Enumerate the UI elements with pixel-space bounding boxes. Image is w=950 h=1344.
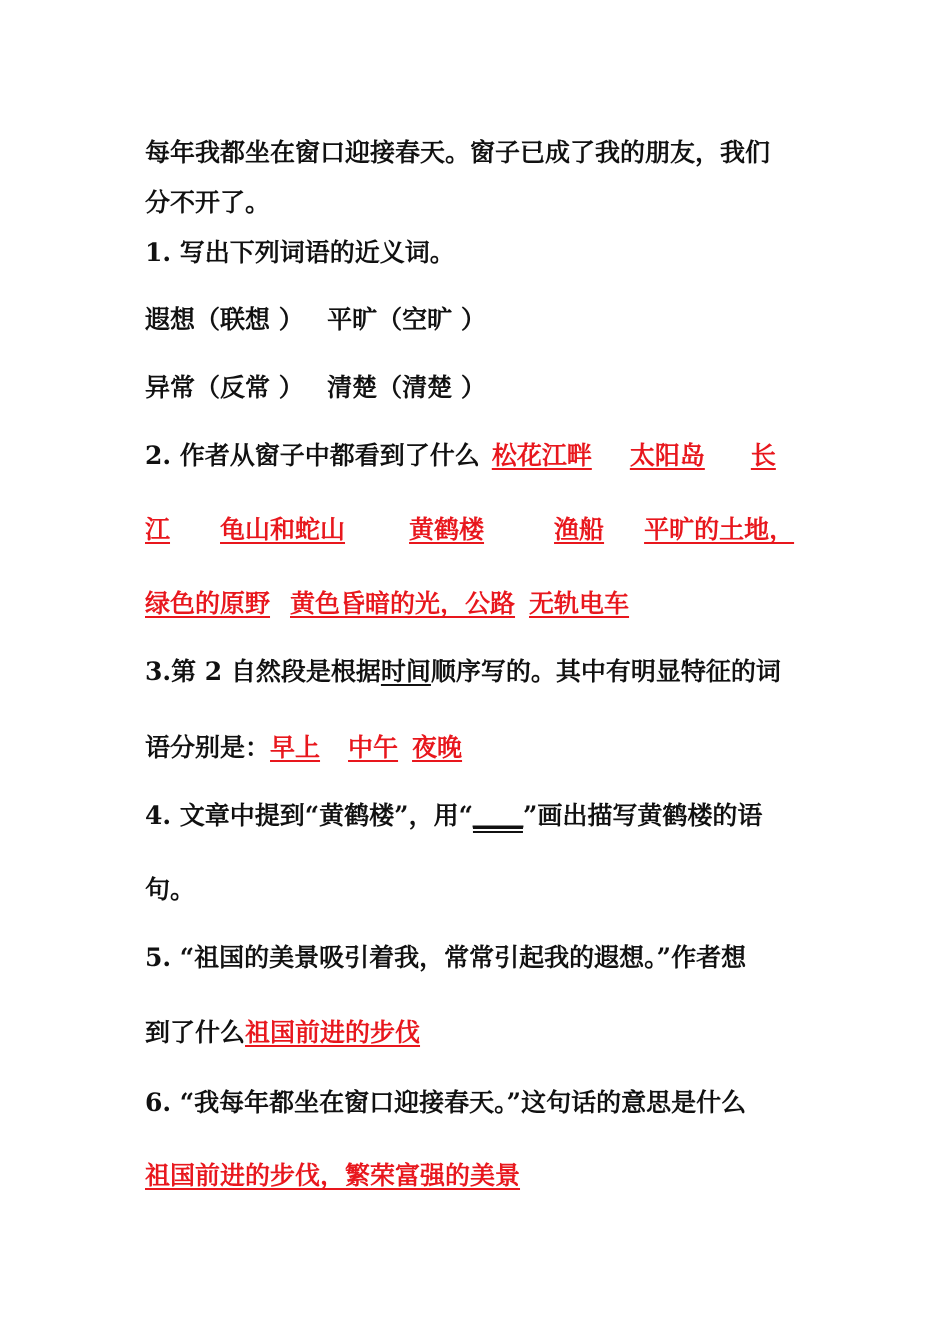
q2-line-3 <box>145 591 629 616</box>
q1-pair-2: 平旷（空旷 ） <box>327 305 486 334</box>
q1-row-1 <box>145 307 486 332</box>
q1-pair-4: 清楚（清楚 ） <box>327 373 486 402</box>
q3-answer: 早上 中午 夜晚 <box>270 733 463 762</box>
q2-line-2 <box>145 517 794 542</box>
q6-line-2 <box>145 1163 546 1188</box>
q6-answer: 祖国前进的步伐，繁荣富强的美景 <box>145 1161 521 1190</box>
q1-row-2 <box>145 375 486 400</box>
q2-answer-2: 江 龟山和蛇山 黄鹤楼 渔船 平旷的土地， <box>145 515 795 544</box>
q5-line-2: 到了什么祖国前进的步伐 <box>145 1020 426 1045</box>
q4-line-1: 4. 文章中提到“黄鹤楼”，用“＿＿”画出描写黄鹤楼的语 <box>145 801 763 830</box>
q3-blank: 时间 <box>380 657 431 686</box>
q2-line-1 <box>145 443 776 468</box>
passage-line-2: 分不开了。 <box>145 188 271 217</box>
q1-prompt: 1. 写出下列词语的近义词。 <box>145 238 455 267</box>
q1-pair-1: 遐想（联想 ） <box>145 305 304 334</box>
q5-line-1: 5. “祖国的美景吸引着我，常常引起我的遐想。”作者想 <box>145 943 747 972</box>
q3-line-1: 3.第 2 自然段是根据时间顺序写的。其中有明显特征的词 <box>145 657 781 686</box>
q6-line-1: 6. “我每年都坐在窗口迎接春天。”这句话的意思是什么 <box>145 1088 747 1117</box>
q4-underline-mark: ＿＿ <box>472 801 523 830</box>
q2-prompt: 2. 作者从窗子中都看到了什么 <box>145 441 480 470</box>
q4-line-2: 句。 <box>145 875 196 904</box>
passage-line-1: 每年我都坐在窗口迎接春天。窗子已成了我的朋友，我们 <box>145 138 771 167</box>
q2-answer-3: 绿色的原野 黄色昏暗的光，公路 无轨电车 <box>145 589 630 618</box>
q2-answer-1: 松花江畔 太阳岛 长 <box>491 441 776 470</box>
q5-answer: 祖国前进的步伐 <box>245 1018 421 1047</box>
q3-line-2: 语分别是：早上 中午 夜晚 <box>145 735 488 760</box>
q1-pair-3: 异常（反常 ） <box>145 373 304 402</box>
